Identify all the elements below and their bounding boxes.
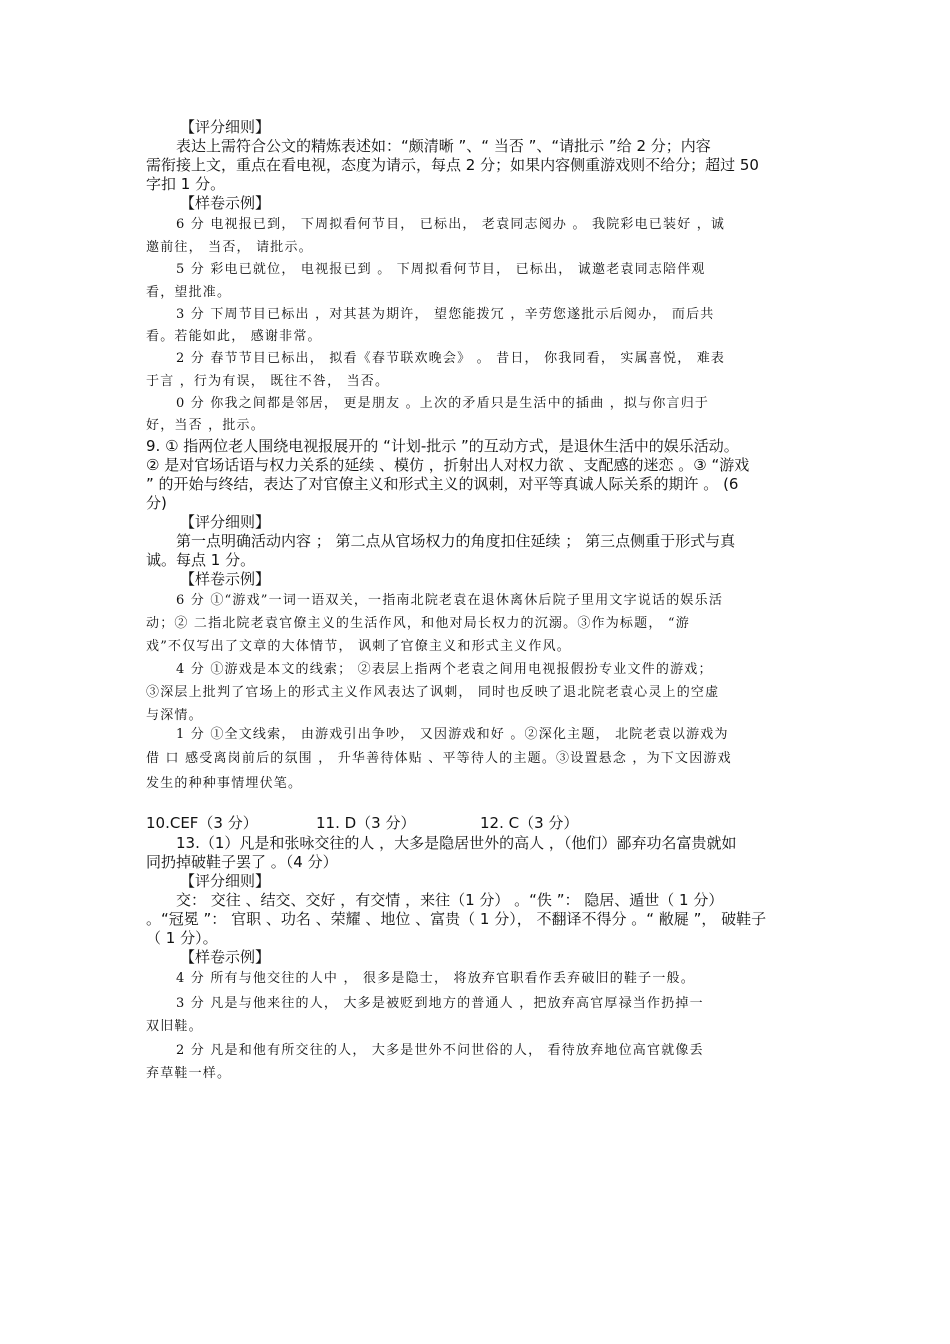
- scoring-rules-heading: 【评分细则】: [180, 513, 271, 531]
- sample-answers-heading: 【样卷示例】: [180, 194, 271, 212]
- answer-q9: ” 的开始与终结，表达了对官僚主义和形式主义的讽刺，对平等真诚人际关系的期许 。 (6: [146, 475, 739, 493]
- sample-answer: 与深情。: [146, 708, 203, 723]
- answer-q12: 12. C（3 分）: [480, 814, 579, 832]
- scoring-rule-text: 。“冠冕 ”： 官职 、功名 、荣耀 、地位 、富贵（ 1 分）， 不翻译不得分 。“ 敝屣 ”， 破鞋子: [146, 910, 767, 928]
- sample-answer: 邀前往， 当否， 请批示。: [146, 240, 313, 255]
- answer-q9: 分): [146, 494, 167, 512]
- sample-answer: 看，望批准。: [146, 285, 232, 300]
- sample-answer: 6 分 ①“游戏”一词一语双关，一指南北院老袁在退休离休后院子里用文字说话的娱乐活: [176, 593, 724, 608]
- sample-answer: 1 分 ①全文线索， 由游戏引出争吵， 又因游戏和好 。②深化主题， 北院老袁以游戏为: [176, 727, 729, 742]
- sample-answer: ③深层上批判了官场上的形式主义作风表达了讽刺， 同时也反映了退北院老袁心灵上的空虚: [146, 685, 720, 700]
- scoring-rules-heading: 【评分细则】: [180, 872, 271, 890]
- scoring-rule-text: 需衔接上文，重点在看电视，态度为请示，每点 2 分；如果内容侧重游戏则不给分；超过 50: [146, 156, 759, 174]
- sample-answer: 3 分 下周节目已标出 ，对其甚为期许， 望您能拨冗 ，辛劳您遂批示后阅办， 而后共: [176, 307, 715, 322]
- answer-q13: 13.（1）凡是和张咏交往的人 ，大多是隐居世外的高人 ，（他们）鄙弃功名富贵就如: [176, 834, 737, 852]
- sample-answer: 6 分 电视报已到， 下周拟看何节目， 已标出， 老袁同志阅办 。 我院彩电已装好 ，诚: [176, 217, 726, 232]
- answer-q13: 同扔掉破鞋子罢了 。（4 分）: [146, 853, 338, 871]
- sample-answer: 2 分 春节节目已标出， 拟看《春节联欢晚会》 。 昔日， 你我同看， 实属喜悦， 难表: [176, 351, 726, 366]
- scoring-rule-text: 交： 交往 、结交、交好 ，有交情 ，来往（1 分） 。“佚 ”： 隐居、遁世（ 1 分）: [176, 891, 724, 909]
- sample-answer: 借 口 感受离岗前后的氛围 ， 升华善待体贴 、平等待人的主题。③设置悬念 ，为下文因游戏: [146, 751, 732, 766]
- sample-answer: 于言 ，行为有误， 既往不咎， 当否。: [146, 374, 390, 389]
- scoring-rules-heading: 【评分细则】: [180, 118, 271, 136]
- sample-answer: 4 分 ①游戏是本文的线索； ②表层上指两个老袁之间用电视报假扮专业文件的游戏；: [176, 662, 713, 677]
- answer-q9: ② 是对官场话语与权力关系的延续 、模仿 ，折射出人对权力欲 、支配感的迷恋 。③ “游戏: [146, 456, 750, 474]
- sample-answer: 好，当否 ，批示。: [146, 418, 265, 433]
- sample-answer: 戏”不仅写出了文章的大体情节， 讽刺了官僚主义和形式主义作风。: [146, 639, 571, 654]
- scoring-rule-text: 诚。每点 1 分。: [146, 551, 256, 569]
- sample-answers-heading: 【样卷示例】: [180, 948, 271, 966]
- sample-answer: 5 分 彩电已就位， 电视报已到 。 下周拟看何节目， 已标出， 诚邀老袁同志陪伴观: [176, 262, 706, 277]
- sample-answer: 动；② 二指北院老袁官僚主义的生活作风，和他对局长权力的沉溺。③作为标题， “游: [146, 616, 690, 631]
- sample-answers-heading: 【样卷示例】: [180, 570, 271, 588]
- sample-answer: 4 分 所有与他交往的人中 ， 很多是隐士， 将放弃官职看作丢弃破旧的鞋子一般。: [176, 971, 695, 986]
- answer-q11: 11. D（3 分）: [316, 814, 416, 832]
- sample-answer: 双旧鞋。: [146, 1019, 203, 1034]
- scoring-rule-text: （ 1 分）。: [146, 929, 218, 947]
- sample-answer: 2 分 凡是和他有所交往的人， 大多是世外不问世俗的人， 看待放弃地位高官就像丢: [176, 1043, 704, 1058]
- scoring-rule-text: 第一点明确活动内容 ； 第二点从官场权力的角度扣住延续 ； 第三点侧重于形式与真: [176, 532, 736, 550]
- sample-answer: 0 分 你我之间都是邻居， 更是朋友 。上次的矛盾只是生活中的插曲 ，拟与你言归于: [176, 396, 710, 411]
- sample-answer: 发生的种种事情埋伏笔。: [146, 776, 303, 791]
- answer-q10: 10.CEF（3 分）: [146, 814, 258, 832]
- scoring-rule-text: 表达上需符合公文的精炼表述如：“颇清晰 ”、“ 当否 ”、“请批示 ”给 2 分；内容: [176, 137, 711, 155]
- scoring-rule-text: 字扣 1 分。: [146, 175, 226, 193]
- sample-answer: 3 分 凡是与他来往的人， 大多是被贬到地方的普通人 ，把放弃高官厚禄当作扔掉一: [176, 996, 704, 1011]
- sample-answer: 弃草鞋一样。: [146, 1066, 232, 1081]
- answer-q9: 9. ① 指两位老人围绕电视报展开的 “计划-批示 ”的互动方式，是退休生活中的娱乐活动。: [146, 437, 739, 455]
- sample-answer: 看。若能如此， 感谢非常。: [146, 329, 322, 344]
